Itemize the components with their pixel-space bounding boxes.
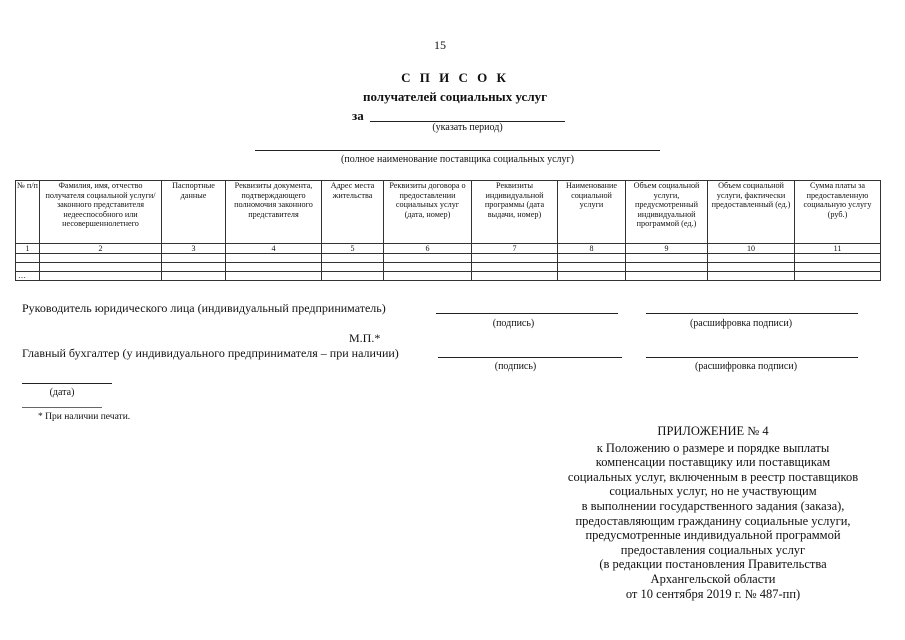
table-cell <box>384 263 472 272</box>
column-number: 11 <box>795 244 881 254</box>
table-cell <box>226 272 322 281</box>
column-number: 6 <box>384 244 472 254</box>
appendix-line: предоставления социальных услуг <box>620 542 806 557</box>
document-subtitle: получателей социальных услуг <box>362 89 548 104</box>
accountant-signature-label: Главный бухгалтер (у индивидуального предпринимателя – при наличии) <box>22 346 399 360</box>
decode-caption: (расшифровка подписи) <box>694 361 798 372</box>
appendix-line: к Положению о размере и порядке выплаты <box>596 440 830 455</box>
table-cell <box>558 263 626 272</box>
column-number: 3 <box>162 244 226 254</box>
table-cell <box>162 272 226 281</box>
appendix-line: предоставляющим гражданину социальные услуги, <box>575 513 851 528</box>
accountant-decode-line <box>646 357 858 358</box>
table-cell <box>558 272 626 281</box>
column-number: 2 <box>40 244 162 254</box>
appendix-line: предусмотренные индивидуальной программой <box>585 528 841 543</box>
table-cell <box>708 263 795 272</box>
column-number-row <box>16 244 881 254</box>
appendix-line: социальных услуг, но не участвующим <box>609 484 817 499</box>
header-cell: Реквизиты индивидуальной программы (дата выдачи, номер) <box>472 181 558 244</box>
table-cell <box>708 272 795 281</box>
header-cell: Объем социальной услуги, фактически предоставленный (ед.) <box>708 181 795 244</box>
table-header-row <box>16 181 881 244</box>
period-caption: (указать период) <box>432 122 503 133</box>
accountant-signature-line <box>438 357 622 358</box>
table-cell <box>162 263 226 272</box>
header-cell: Наименование социальной услуги <box>558 181 626 244</box>
table-cell <box>472 254 558 263</box>
header-cell: Адрес места жительства <box>322 181 384 244</box>
appendix-line: компенсации поставщику или поставщикам <box>595 455 831 470</box>
table-cell <box>626 263 708 272</box>
appendix-heading: ПРИЛОЖЕНИЕ № 4 <box>657 424 769 438</box>
appendix-line: социальных услуг, включенным в реестр поставщиков <box>567 469 859 484</box>
signature-caption: (подпись) <box>494 361 537 372</box>
footnote-divider <box>22 407 102 408</box>
row-ellipsis: … <box>16 272 40 281</box>
table-cell <box>40 263 162 272</box>
appendix-line: (в редакции постановления Правительства <box>599 557 827 572</box>
provider-caption: (полное наименование поставщика социальных услуг) <box>341 154 574 165</box>
table-row <box>16 263 881 272</box>
page-number: 15 <box>434 38 446 52</box>
table-cell <box>384 254 472 263</box>
provider-field-line <box>255 150 660 151</box>
column-number: 5 <box>322 244 384 254</box>
table-cell <box>16 254 40 263</box>
appendix-block <box>548 424 878 601</box>
table-row <box>16 272 881 281</box>
column-number: 10 <box>708 244 795 254</box>
head-signature-line <box>436 313 618 314</box>
table-cell <box>384 272 472 281</box>
table-cell <box>322 272 384 281</box>
period-prefix: за <box>352 108 364 123</box>
table-cell <box>626 254 708 263</box>
header-cell: Реквизиты договора о предоставлении социальных услуг (дата, номер) <box>384 181 472 244</box>
column-number: 7 <box>472 244 558 254</box>
decode-caption: (расшифровка подписи) <box>689 318 793 329</box>
table-cell <box>322 254 384 263</box>
table-cell <box>40 254 162 263</box>
table-cell <box>16 263 40 272</box>
date-field-line <box>22 383 112 384</box>
column-number: 9 <box>626 244 708 254</box>
column-number: 1 <box>16 244 40 254</box>
header-cell: Паспортные данные <box>162 181 226 244</box>
head-decode-line <box>646 313 858 314</box>
table-cell <box>472 263 558 272</box>
table-cell <box>162 254 226 263</box>
table-cell <box>795 254 881 263</box>
header-cell: Фамилия, имя, отчество получателя социальной услуги/законного представителя недееспособного или несовершеннолетнего <box>40 181 162 244</box>
date-caption: (дата) <box>49 387 75 398</box>
document-title: С П И С О К <box>401 70 509 85</box>
table-cell <box>40 272 162 281</box>
table-cell <box>226 254 322 263</box>
head-signature-label: Руководитель юридического лица (индивидуальный предприниматель) <box>22 301 386 315</box>
table-cell <box>708 254 795 263</box>
footnote: * При наличии печати. <box>38 412 131 422</box>
header-cell: Сумма платы за предоставленную социальную услугу (руб.) <box>795 181 881 244</box>
appendix-line: в выполнении государственного задания (заказа), <box>581 498 845 513</box>
header-cell: Реквизиты документа, подтверждающего полномочия законного представителя <box>226 181 322 244</box>
table-cell <box>558 254 626 263</box>
table-cell <box>626 272 708 281</box>
signature-caption: (подпись) <box>492 318 535 329</box>
table-cell <box>795 272 881 281</box>
table-row <box>16 254 881 263</box>
table-cell <box>322 263 384 272</box>
table-cell <box>472 272 558 281</box>
stamp-label: М.П.* <box>349 331 381 345</box>
header-cell: № п/п <box>16 181 40 244</box>
appendix-line: от 10 сентября 2019 г. № 487-пп) <box>625 586 801 601</box>
table-cell <box>226 263 322 272</box>
table-cell <box>795 263 881 272</box>
recipients-table <box>15 180 881 281</box>
column-number: 8 <box>558 244 626 254</box>
appendix-line: Архангельской области <box>650 571 776 586</box>
column-number: 4 <box>226 244 322 254</box>
header-cell: Объем социальной услуги, предусмотренный индивидуальной программой (ед.) <box>626 181 708 244</box>
